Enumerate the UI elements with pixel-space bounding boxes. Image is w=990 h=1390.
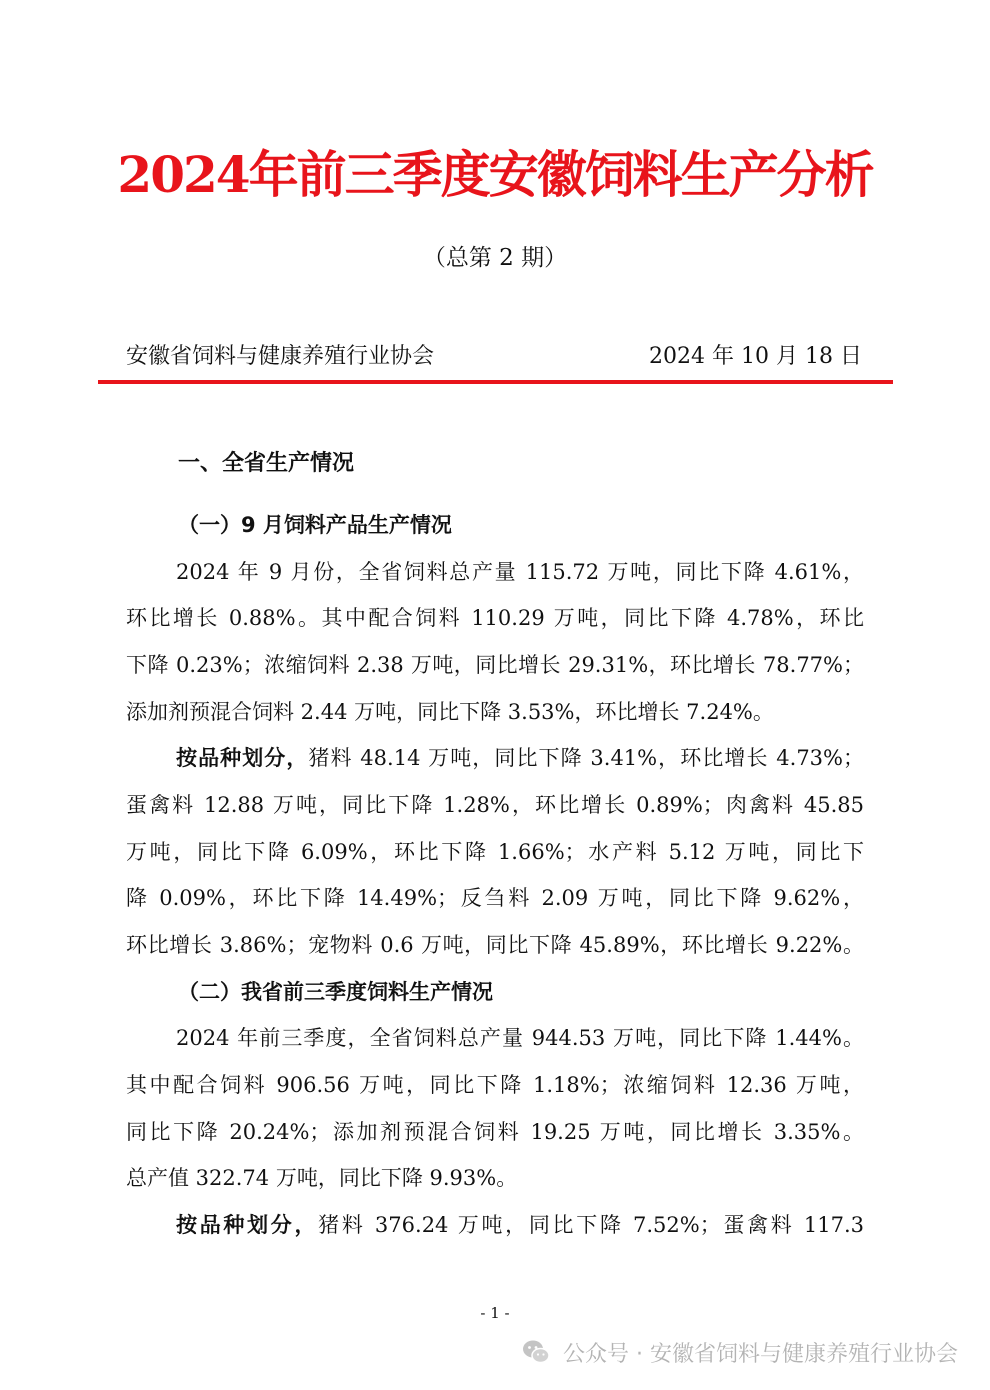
issue-date: 2024 年 10 月 18 日 <box>649 344 862 369</box>
subsection-heading-1: （一）9 月饲料产品生产情况 <box>178 513 452 537</box>
paragraph-line: 蛋禽料 12.88 万吨，同比下降 1.28%，环比增长 0.89%；肉禽料 45.85 <box>126 793 864 817</box>
paragraph-line: 2024 年 9 月份，全省饲料总产量 115.72 万吨，同比下降 4.61%， <box>176 560 864 584</box>
paragraph-text: 猪料 48.14 万吨，同比下降 3.41%，环比增长 4.73%； <box>308 746 864 770</box>
paragraph-line: 万吨，同比下降 6.09%，环比下降 1.66%；水产料 5.12 万吨，同比下 <box>126 840 864 864</box>
paragraph-line: 环比增长 0.88%。其中配合饲料 110.29 万吨，同比下降 4.78%，环比 <box>126 606 864 630</box>
subsection-heading-2: （二）我省前三季度饲料生产情况 <box>178 980 493 1004</box>
paragraph-text: 猪料 376.24 万吨，同比下降 7.52%；蛋禽料 117.3 <box>318 1213 864 1237</box>
section-heading-1: 一、全省生产情况 <box>178 451 355 476</box>
paragraph-line: 其中配合饲料 906.56 万吨，同比下降 1.18%；浓缩饲料 12.36 万吨， <box>126 1073 864 1097</box>
header-divider <box>98 380 893 384</box>
document-title: 2024年前三季度安徽饲料生产分析 <box>117 145 873 204</box>
paragraph-line: 2024 年前三季度，全省饲料总产量 944.53 万吨，同比下降 1.44%。 <box>176 1026 864 1050</box>
paragraph-line: 添加剂预混合饲料 2.44 万吨，同比下降 3.53%，环比增长 7.24%。 <box>126 700 774 724</box>
issuing-organization: 安徽省饲料与健康养殖行业协会 <box>126 344 435 369</box>
wechat-icon <box>521 1337 551 1367</box>
paragraph-line: 下降 0.23%；浓缩饲料 2.38 万吨，同比增长 29.31%，环比增长 78.77%； <box>126 653 864 677</box>
paragraph-line: 总产值 322.74 万吨，同比下降 9.93%。 <box>126 1166 518 1190</box>
lead-in-bold: 按品种划分， <box>176 746 309 770</box>
lead-in-bold: 按品种划分， <box>176 1213 319 1237</box>
paragraph-line <box>176 1207 864 1243</box>
issue-number: （总第 2 期） <box>422 245 568 271</box>
paragraph-line: 同比下降 20.24%；添加剂预混合饲料 19.25 万吨，同比增长 3.35%。 <box>126 1120 864 1144</box>
watermark-text: 公众号 · 安徽省饲料与健康养殖行业协会 <box>563 1341 958 1367</box>
page-number: - 1 - <box>480 1304 510 1322</box>
paragraph-line: 降 0.09%，环比下降 14.49%；反刍料 2.09 万吨，同比下降 9.62%， <box>126 886 864 910</box>
paragraph-line: 环比增长 3.86%；宠物料 0.6 万吨，同比下降 45.89%，环比增长 9.22%。 <box>126 933 864 957</box>
wechat-watermark <box>521 1334 958 1370</box>
paragraph-line <box>176 740 864 776</box>
